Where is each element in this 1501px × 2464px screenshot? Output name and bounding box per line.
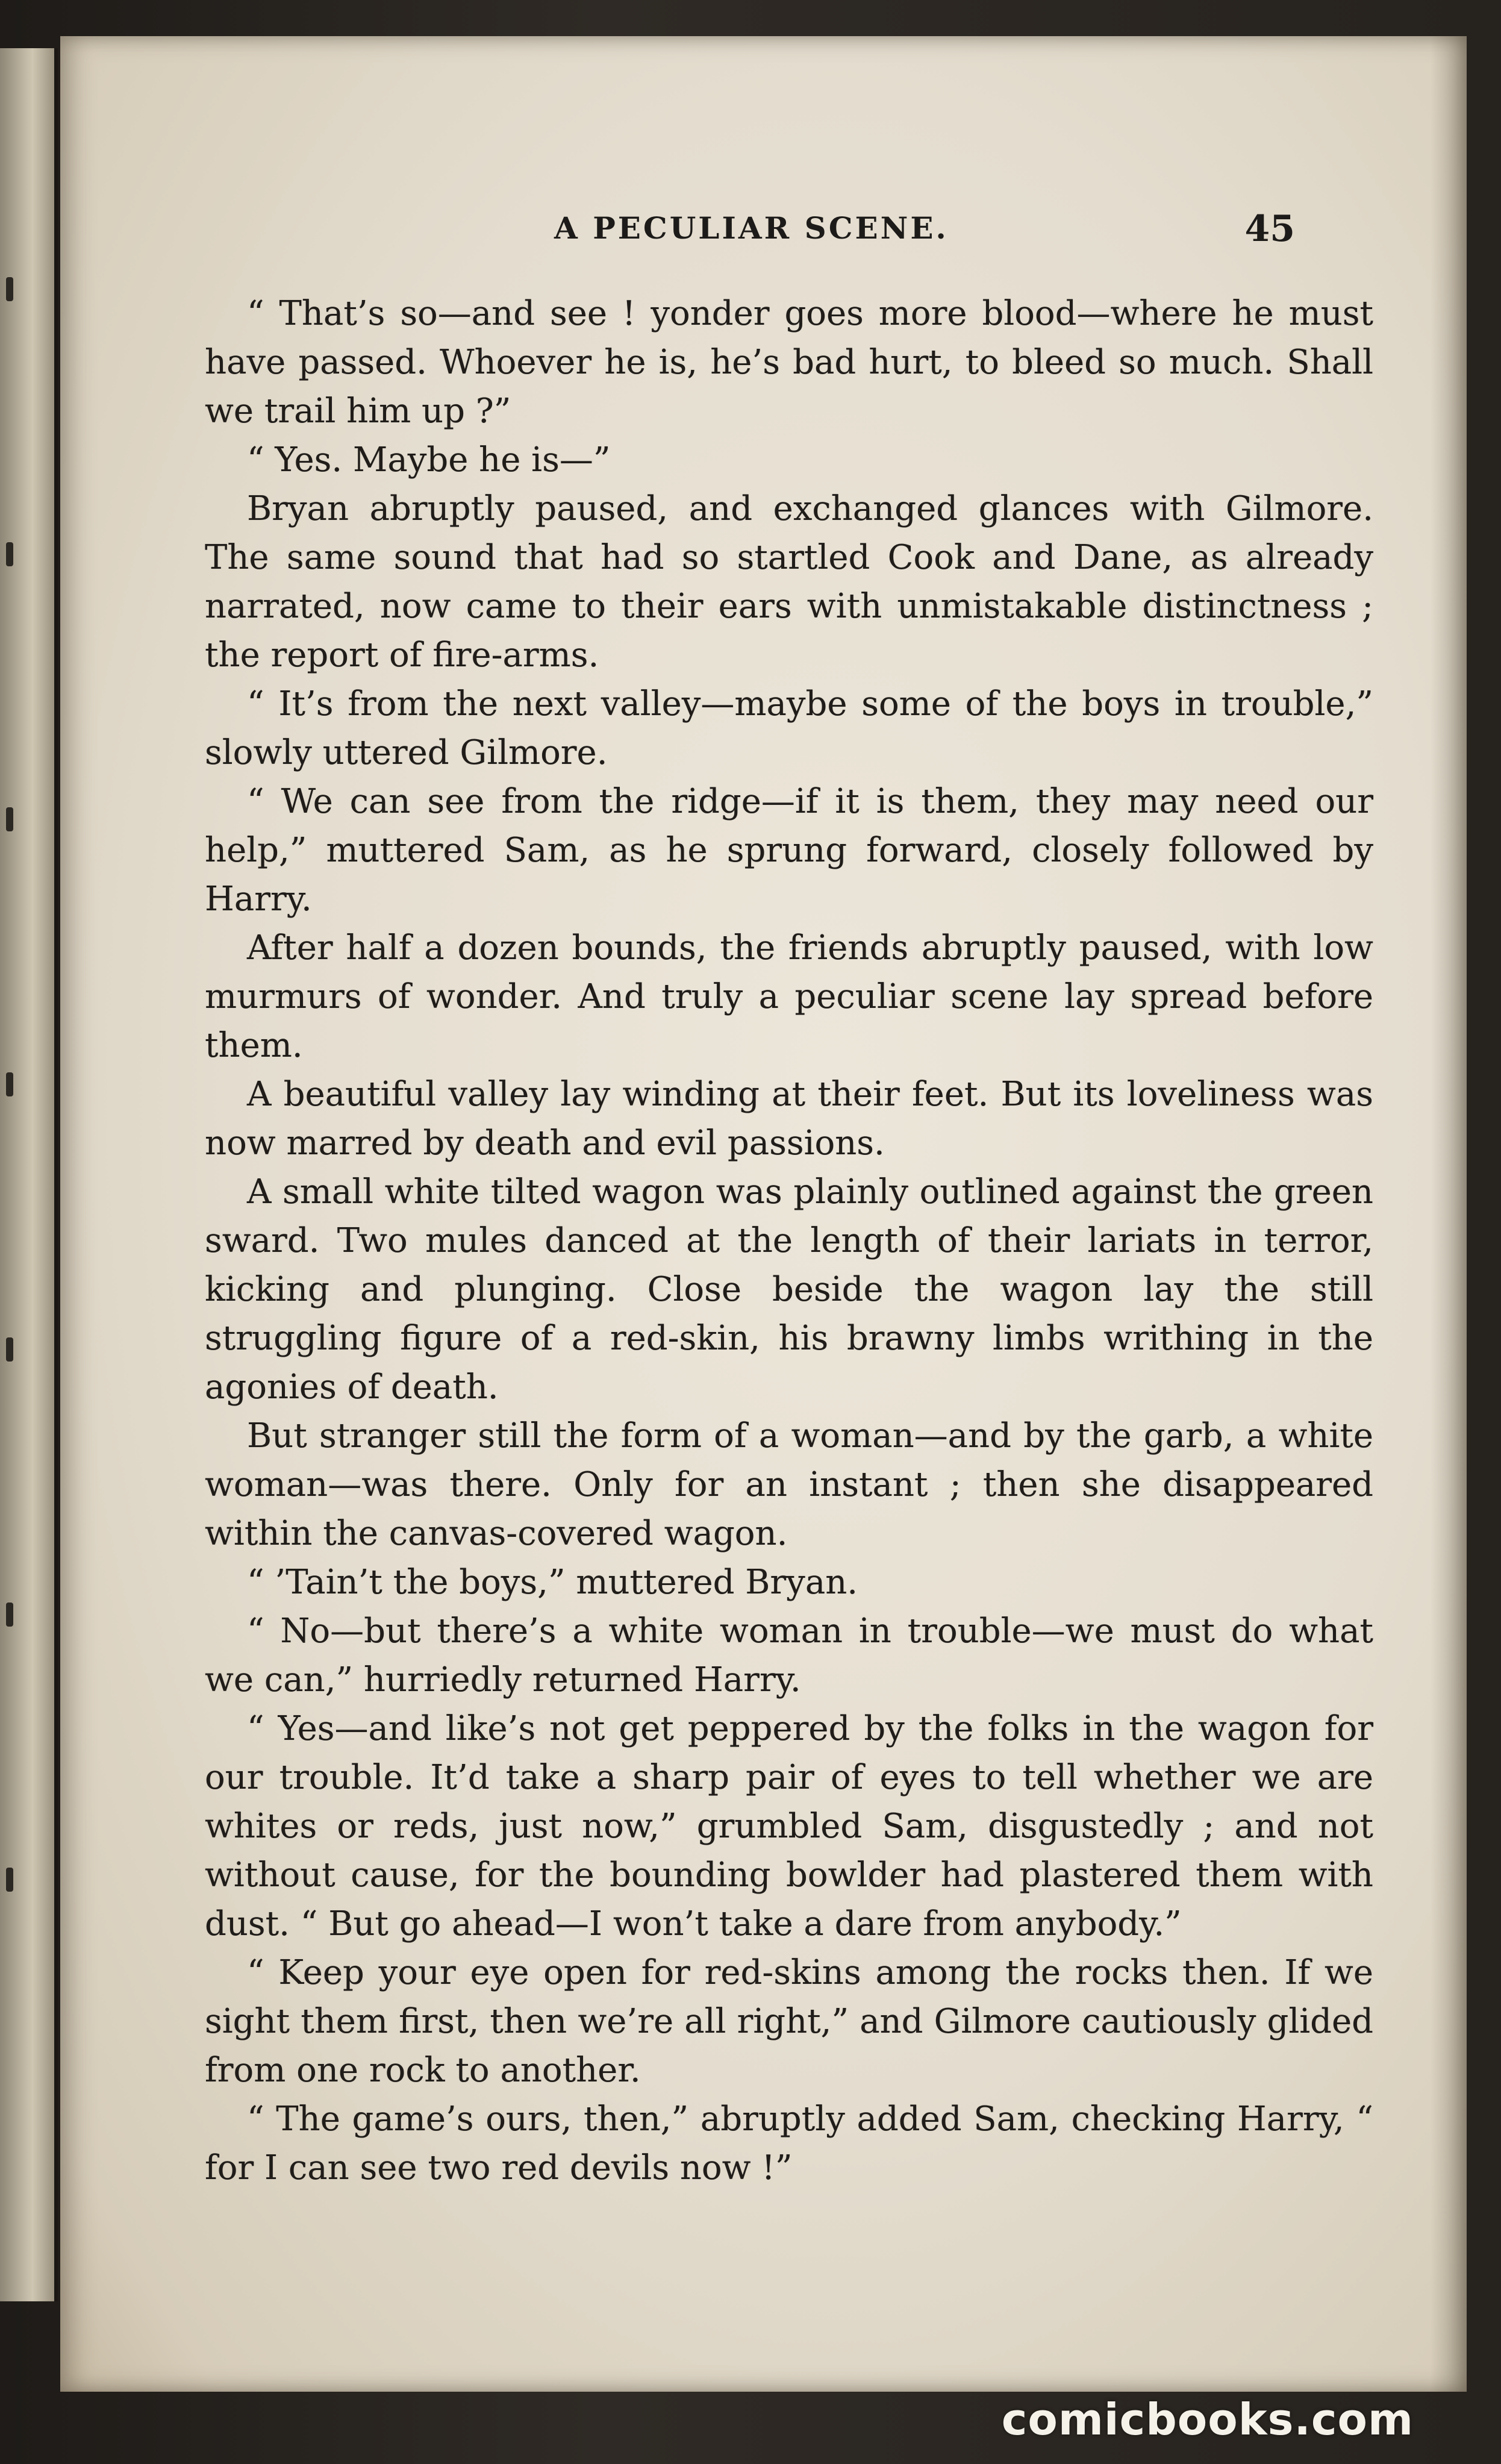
paragraph: But stranger still the form of a woman—and by the garb, a white woman—was there. Only for an instant ; then she disappeared within the canvas-covered wagon. xyxy=(205,1416,1373,1553)
paragraph: “ Yes. Maybe he is—” xyxy=(247,440,611,480)
book-page xyxy=(60,36,1467,2392)
site-watermark: comicbooks.com xyxy=(1001,2394,1414,2445)
paragraph: “ ’Tain’t the boys,” muttered Bryan. xyxy=(247,1563,858,1602)
page-number: 45 xyxy=(1244,208,1295,250)
body-text xyxy=(205,289,1373,2192)
paragraph: Bryan abruptly paused, and exchanged glances with Gilmore. The same sound that had so startled Cook and Dane, as already narrated, now came to their ears with unmistakable distinctness ; the report of fire-arms. xyxy=(205,489,1373,675)
paragraph: “ Keep your eye open for red-skins among the rocks then. If we sight them first, then we’re all right,” and Gilmore cautiously glided from one rock to another. xyxy=(205,1953,1373,2090)
paragraph: “ We can see from the ridge—if it is them, they may need our help,” muttered Sam, as he sprung forward, closely followed by Harry. xyxy=(205,782,1373,919)
paragraph: “ No—but there’s a white woman in trouble—we must do what we can,” hurriedly returned Harry. xyxy=(205,1612,1373,1699)
paragraph: “ It’s from the next valley—maybe some of the boys in trouble,” slowly uttered Gilmore. xyxy=(205,684,1373,772)
ink-mark xyxy=(6,277,13,301)
running-header xyxy=(554,208,1295,256)
chapter-title: A PECULIAR SCENE. xyxy=(554,210,949,246)
ink-mark xyxy=(6,1072,13,1096)
paragraph: “ Yes—and like’s not get peppered by the folks in the wagon for our trouble. It’d take a sharp pair of eyes to tell whether we are whites or reds, just now,” grumbled Sam, disgustedly ; and not without cause, for the bounding bowlder had plastered them with dust. “ But go ahead—I won’t take a dare from anybody.” xyxy=(205,1709,1373,1943)
ink-mark xyxy=(6,1603,13,1627)
ink-mark xyxy=(6,1868,13,1892)
previous-page-edge xyxy=(0,48,58,2301)
paragraph: A small white tilted wagon was plainly outlined against the green sward. Two mules danced at the length of their lariats in terror, kicking and plunging. Close beside the wagon lay the still struggling figure of a red-skin, his brawny limbs writhing in the agonies of death. xyxy=(205,1172,1373,1407)
paragraph: After half a dozen bounds, the friends abruptly paused, with low murmurs of wonder. And truly a peculiar scene lay spread before them. xyxy=(205,928,1373,1065)
paragraph: “ That’s so—and see ! yonder goes more blood—where he must have passed. Whoever he is, he’s bad hurt, to bleed so much. Shall we trail him up ?” xyxy=(205,294,1373,431)
ink-mark xyxy=(6,542,13,566)
paragraph: “ The game’s ours, then,” abruptly added Sam, checking Harry, “ for I can see two red devils now !” xyxy=(205,2100,1373,2187)
page-edge-shadow xyxy=(1431,36,1467,2392)
ink-mark xyxy=(6,807,13,831)
paragraph: A beautiful valley lay winding at their feet. But its loveliness was now marred by death and evil passions. xyxy=(205,1075,1373,1163)
ink-mark xyxy=(6,1337,13,1362)
